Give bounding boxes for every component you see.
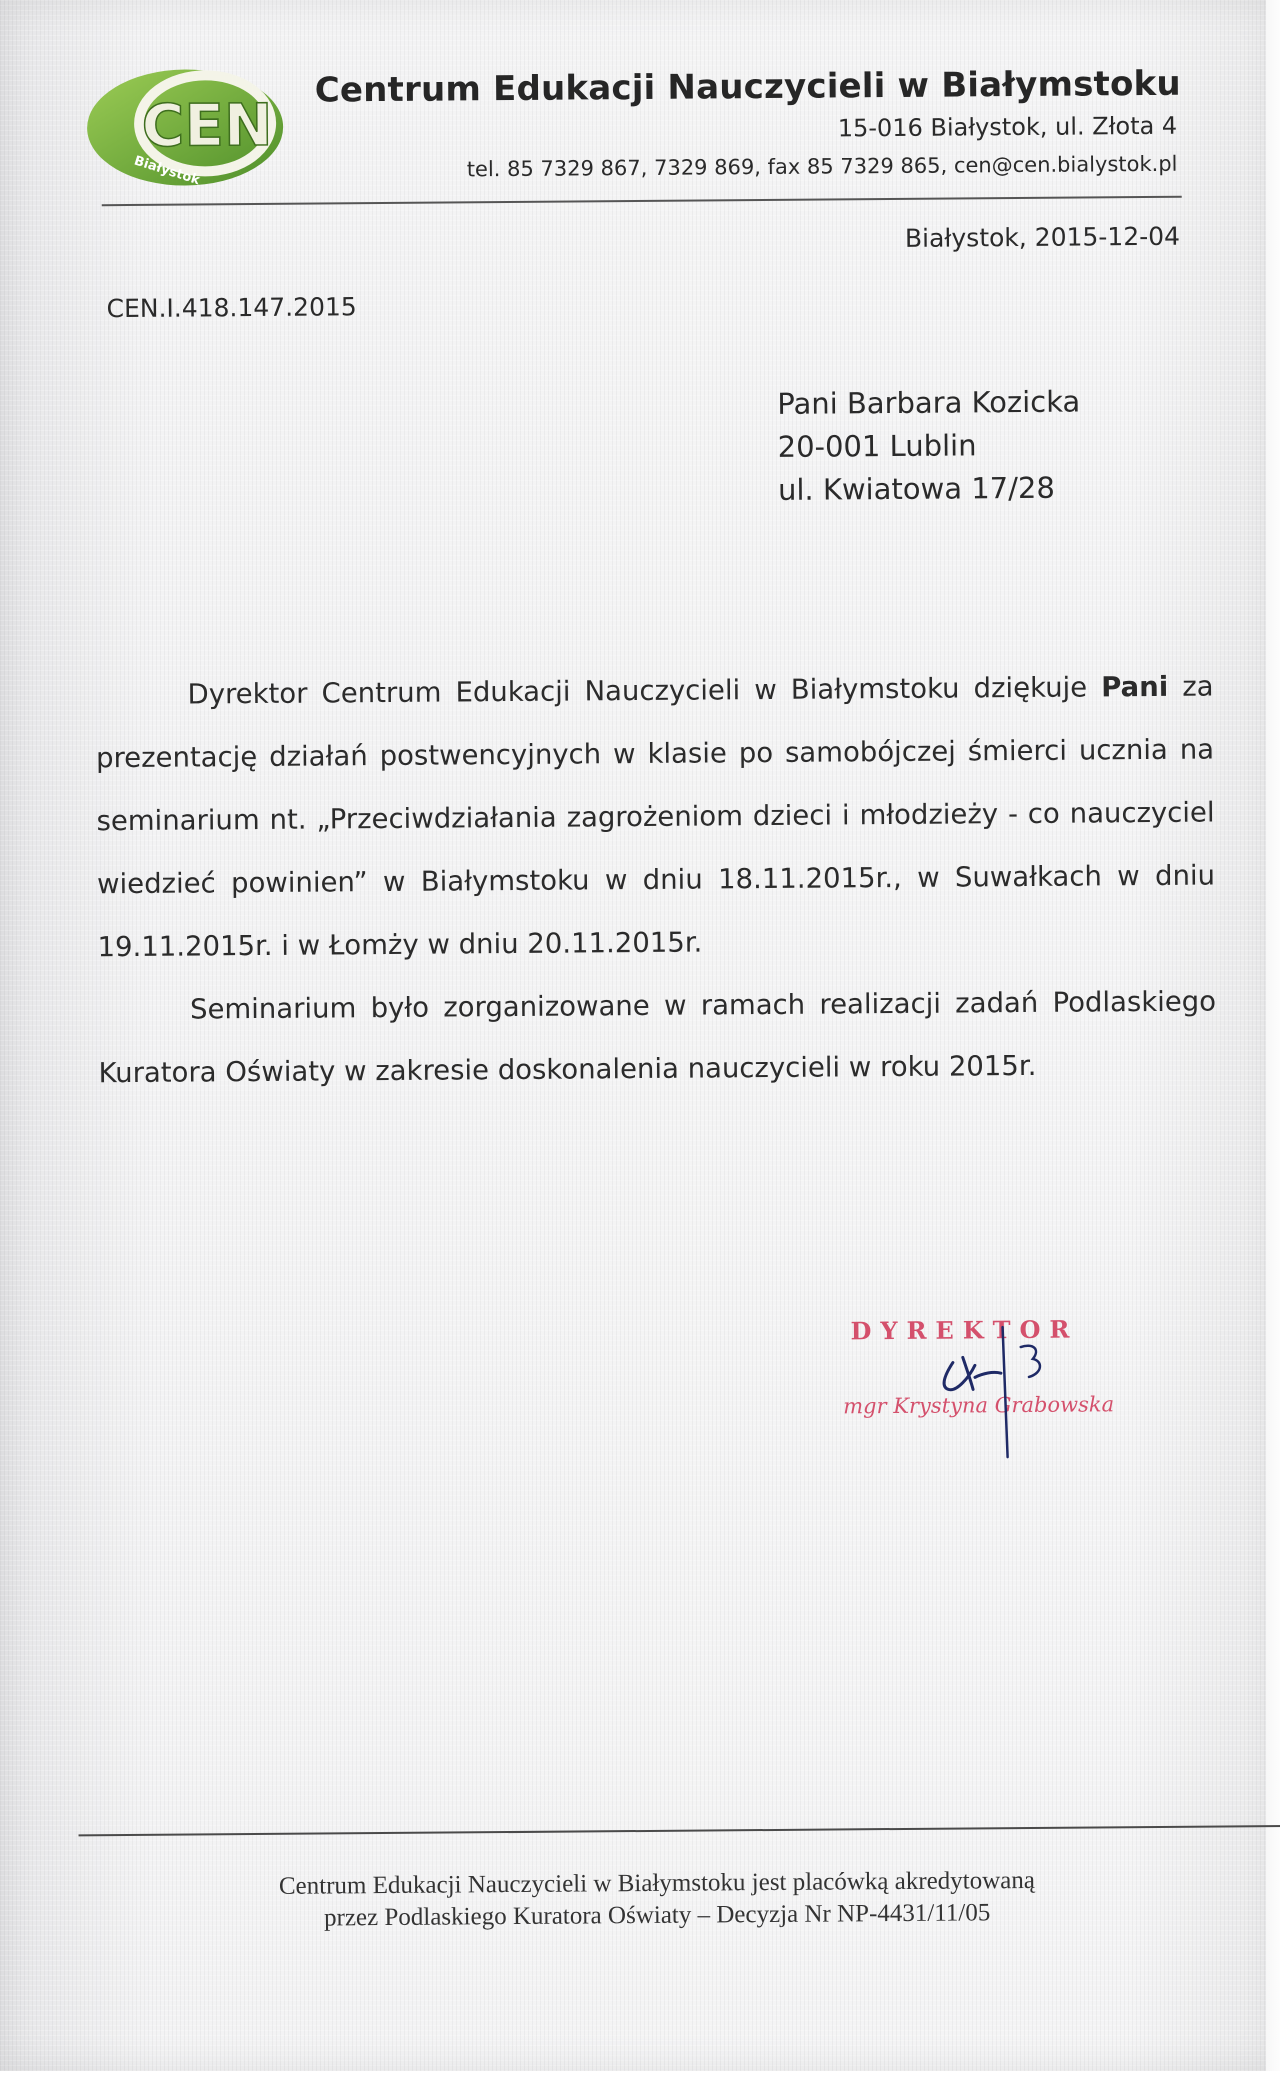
svg-text:CEN: CEN (141, 90, 273, 160)
footer-line-1: Centrum Edukacji Nauczycieli w Białymstoku jest placówką akredytowaną (278, 1866, 1036, 1900)
stamp-name: mgr Krystyna Grabowska (843, 1392, 1115, 1419)
recipient-name: Pani Barbara Kozicka (777, 384, 1081, 421)
recipient-city: 20-001 Lublin (777, 428, 977, 464)
footer-divider (79, 1825, 1280, 1836)
organization-name: Centrum Edukacji Nauczycieli w Białymstoku (314, 63, 1181, 111)
handwritten-signature (882, 1307, 1083, 1469)
recipient-block (777, 381, 1081, 512)
director-stamp (842, 1306, 1123, 1468)
reference-number: CEN.I.418.147.2015 (106, 292, 357, 324)
body-paragraph-2: Seminarium było zorganizowane w ramach realizacji zadań Podlaskiego Kuratora Oświaty w zakresie doskonalenia nauczycieli w roku 2015r. (98, 985, 1217, 1090)
letter-date: Białystok, 2015-12-04 (904, 221, 1181, 253)
body-paragraph-1: Dyrektor Centrum Edukacji Nauczycieli w Białymstoku dziękuje Pani za prezentację działań postwencyjnych w klasie po samobójczej śmierci ucznia na seminarium nt. „Przeciwdziałania zagrożeniom dzieci i młodzieży - co nauczyciel wiedzieć powinien” w Białymstoku w dniu 18.11.2015r., w Suwałkach w dniu 19.11.2015r. i w Łomży w dniu 20.11.2015r. (95, 670, 1216, 964)
header-divider (102, 196, 1182, 206)
footer-accreditation (137, 1864, 1177, 1936)
stamp-title: DYREKTOR (850, 1314, 1079, 1346)
letter-body (95, 655, 1216, 1105)
organization-contact: tel. 85 7329 867, 7329 869, fax 85 7329 865, cen@cen.bialystok.pl (466, 151, 1178, 182)
cen-logo (85, 65, 286, 191)
organization-address: 15-016 Białystok, ul. Złota 4 (837, 111, 1178, 143)
recipient-street: ul. Kwiatowa 17/28 (777, 470, 1055, 507)
footer-line-2: przez Podlaskiego Kuratora Oświaty – Decyzja Nr NP-4431/11/05 (323, 1899, 991, 1932)
svg-text:Białystok: Białystok (132, 153, 202, 189)
